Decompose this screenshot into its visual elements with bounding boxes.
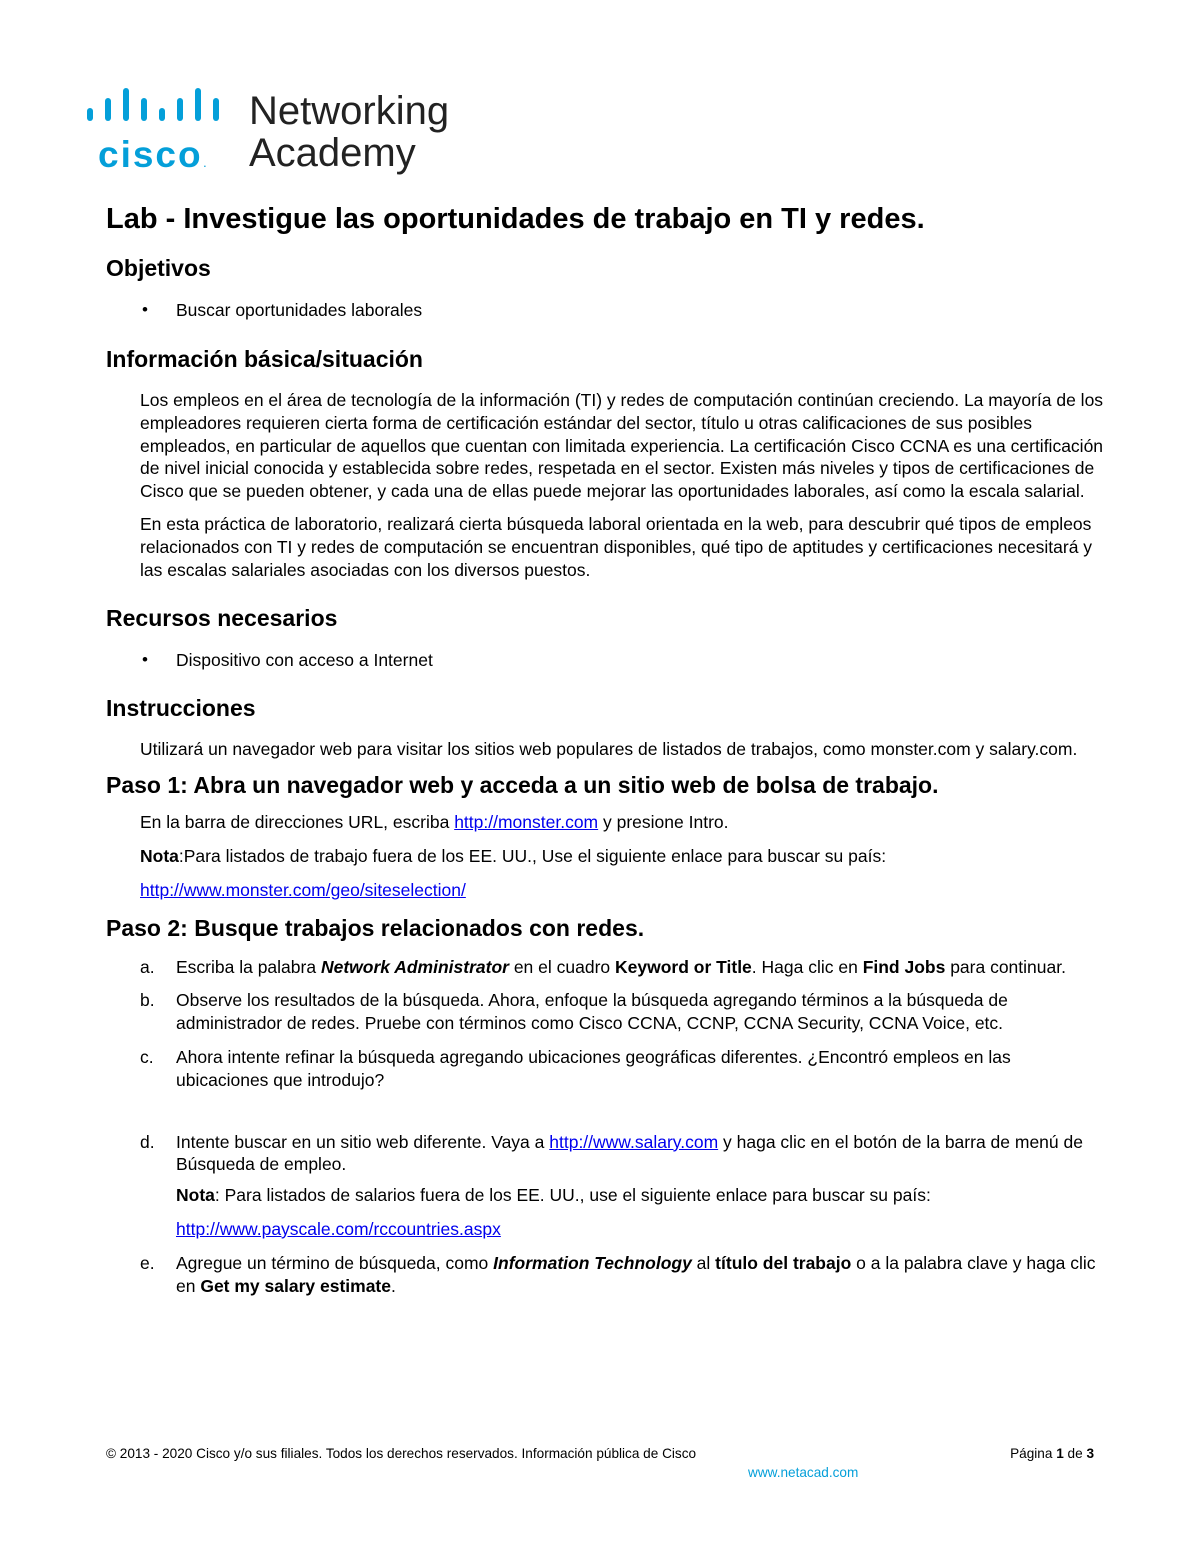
monster-geo-link[interactable]: http://www.monster.com/geo/siteselection/	[140, 879, 466, 900]
monster-link[interactable]: http://monster.com	[454, 812, 599, 833]
logo-networking-text: Networking	[249, 89, 450, 133]
step-e: e. Agregue un término de búsqueda, como Information Technology al título del trabajo o a la palabra clave y haga clic en Get my salary estimate.	[140, 1252, 1096, 1296]
list-item: • Dispositivo con acceso a Internet	[142, 650, 433, 671]
heading-instrucciones: Instrucciones	[106, 695, 256, 722]
step-d-nota-link-line	[176, 1218, 1106, 1241]
footer-netacad-link[interactable]: www.netacad.com	[748, 1465, 859, 1480]
bullet-icon: •	[142, 300, 148, 319]
paso1-nota-link-line	[140, 879, 1106, 902]
step-c: c. Ahora intente refinar la búsqueda agregando ubicaciones geográficas diferentes. ¿Encontró empleos en las ubicaciones que introdujo?	[140, 1046, 1011, 1090]
logo-academy-text: Academy	[249, 131, 416, 175]
heading-paso-1: Paso 1: Abra un navegador web y acceda a un sitio web de bolsa de trabajo.	[106, 772, 939, 799]
heading-informacion: Información básica/situación	[106, 346, 423, 372]
page-title: Lab - Investigue las oportunidades de trabajo en TI y redes.	[106, 203, 925, 235]
cisco-bridge-icon	[84, 88, 224, 128]
list-item: • Buscar oportunidades laborales	[142, 300, 423, 320]
salary-link[interactable]: http://www.salary.com	[549, 1131, 719, 1152]
paso1-nota: Nota:Para listados de trabajo fuera de los EE. UU., Use el siguiente enlace para buscar su país:	[140, 845, 887, 866]
paso2-steps	[106, 956, 1106, 1298]
heading-recursos: Recursos necesarios	[106, 605, 338, 632]
paso1-instruction: En la barra de direcciones URL, escriba http://monster.com y presione Intro.	[140, 812, 729, 833]
step-a: a. Escriba la palabra Network Administrator en el cuadro Keyword or Title. Haga clic en Find Jobs para continuar.	[140, 956, 1066, 977]
footer-copyright: © 2013 - 2020 Cisco y/o sus filiales. Todos los derechos reservados. Información pública de Cisco	[106, 1446, 697, 1461]
recursos-list	[106, 649, 1106, 671]
document-body	[106, 202, 1106, 1297]
heading-paso-2: Paso 2: Busque trabajos relacionados con redes.	[106, 914, 645, 941]
step-d: d. Intente buscar en un sitio web diferente. Vaya a http://www.salary.com y haga clic en el botón de la barra de menú de Búsqueda de empleo. Nota: Para listados de salarios fuera de los EE. UU., use el siguiente enlace para buscar su país: http://www.payscale.com/rccountries.aspx	[106, 1131, 1106, 1241]
cisco-networking-academy-logo	[84, 88, 484, 184]
instrucciones-paragraph: Utilizará un navegador web para visitar los sitios web populares de listados de trabajos, como monster.com y salary.com.	[140, 739, 1078, 760]
informacion-paragraph-2: En esta práctica de laboratorio, realizará cierta búsqueda laboral orientada en la web, para descubrir qué tipos de empleos relacionados con TI y redes de computación se encuentran disponibles, qué tipo de aptitudes y certificaciones necesitará y las escalas salariales asociadas con los diversos puestos.	[140, 513, 1093, 580]
bullet-icon: •	[142, 650, 148, 670]
heading-objetivos: Objetivos	[106, 255, 211, 281]
step-d-nota: Nota: Para listados de salarios fuera de los EE. UU., use el siguiente enlace para buscar su país:	[176, 1185, 931, 1206]
informacion-paragraph-1: Los empleos en el área de tecnología de la información (TI) y redes de computación continúan creciendo. La mayoría de los empleadores requieren cierta forma de certificación estándar del sector, título u otras calificaciones de sus posibles empleados, en particular de aquellos que cuentan con limitada experiencia. La certificación Cisco CCNA es una certificación de nivel inicial conocida y establecida sobre redes, respetada en el sector. Existen más niveles y tipos de certificaciones de Cisco que se pueden obtener, y cada una de ellas puede mejorar las oportunidades laborales, así como la escala salarial.	[140, 390, 1104, 502]
step-b: b. Observe los resultados de la búsqueda. Ahora, enfoque la búsqueda agregando términos a la búsqueda de administrador de redes. Pruebe con términos como Cisco CCNA, CCNP, CCNA Security, CCNA Voice, etc.	[140, 990, 1008, 1034]
cisco-wordmark: cisco.	[98, 134, 207, 175]
footer-page-number: Página 1 de 3	[1010, 1446, 1094, 1461]
objetivos-list	[106, 299, 1106, 321]
payscale-link[interactable]: http://www.payscale.com/rccountries.aspx	[176, 1218, 501, 1239]
